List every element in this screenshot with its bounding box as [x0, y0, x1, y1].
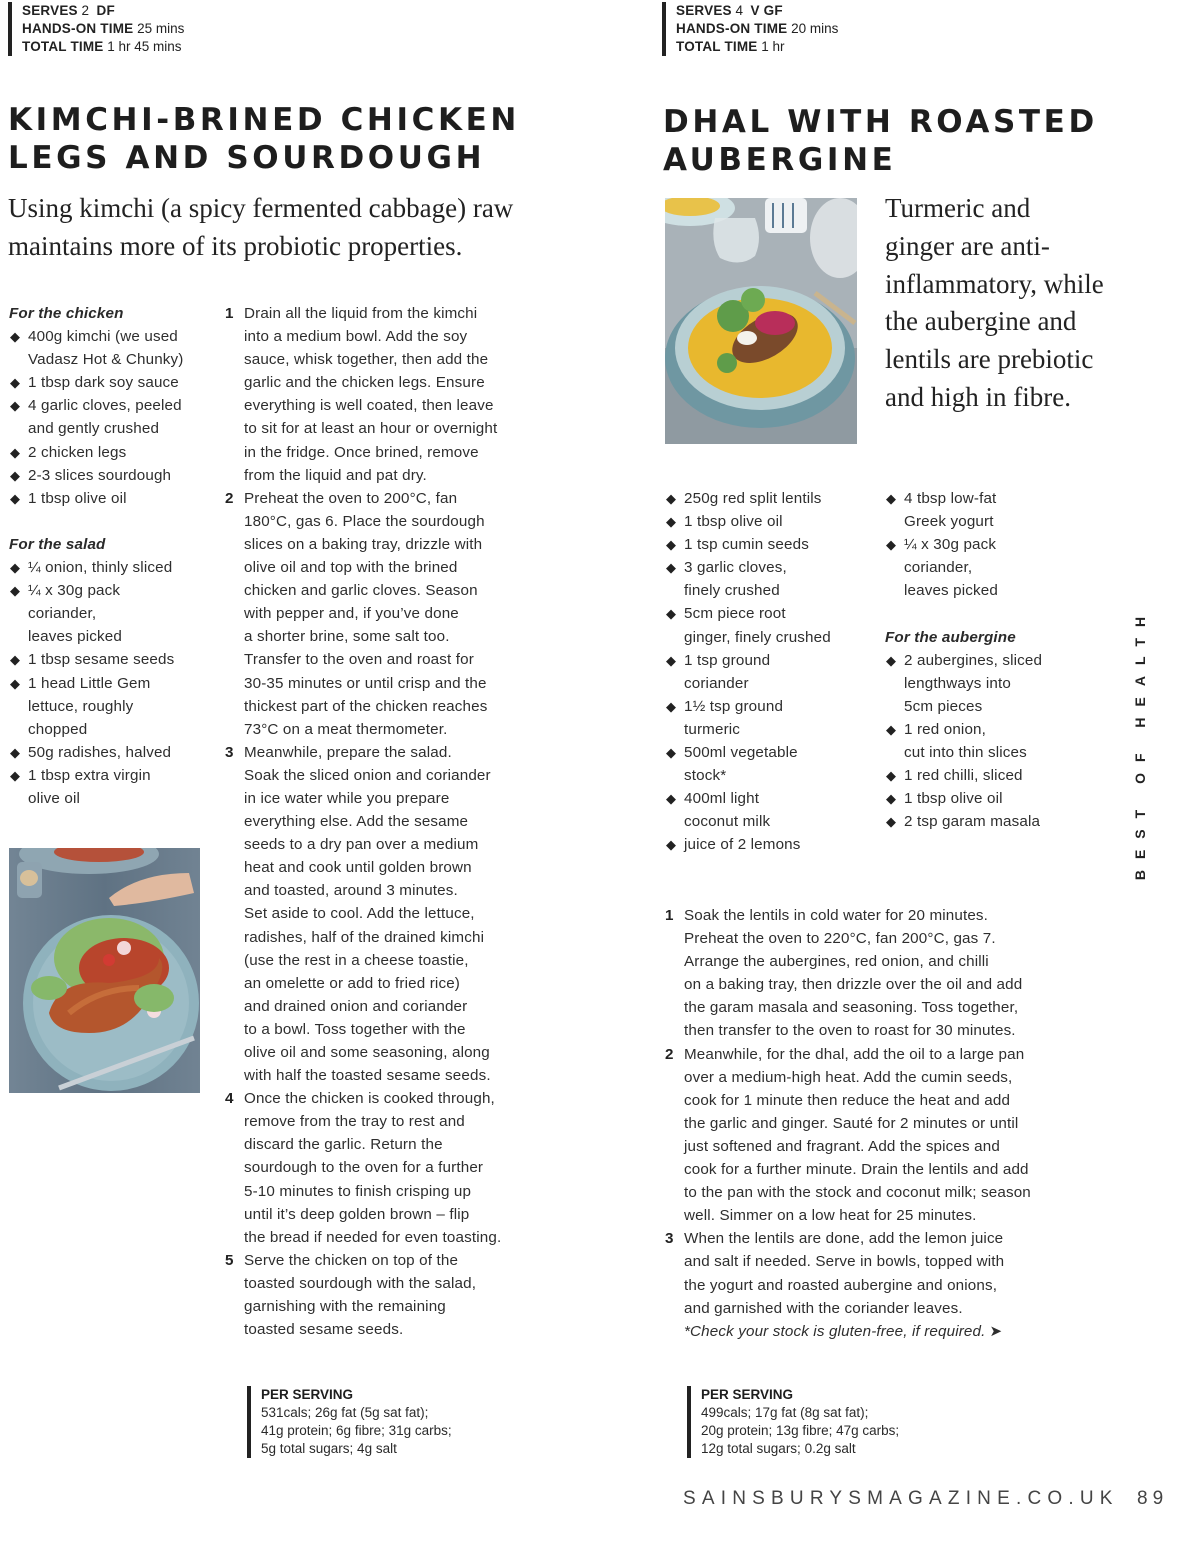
step-number: 1 [665, 907, 674, 924]
method-line: Transfer to the oven and roast for [244, 651, 474, 669]
ingredient-text: 250g red split lentils [684, 490, 822, 507]
ingredient-text: 2 chicken legs [28, 443, 127, 461]
method-line: garnishing with the remaining [244, 1298, 446, 1316]
ingredient-text: coriander [684, 674, 749, 692]
method-line: Soak the sliced onion and coriander [244, 766, 491, 784]
method-line: sauce, whisk together, then add the [244, 351, 489, 369]
method-line: until it’s deep golden brown – flip [244, 1205, 470, 1223]
ingredient-item [885, 787, 1100, 810]
ingredient-item [9, 556, 224, 579]
standfirst-kimchi [8, 190, 568, 265]
standfirst-dhal [885, 190, 1145, 417]
method-line: the bread if needed for even toasting. [244, 1228, 502, 1246]
method-line: and garnished with the coriander leaves. [684, 1299, 963, 1317]
ingredient-item [9, 579, 224, 648]
ingredient-group-heading: For the chicken [9, 305, 124, 322]
ingredient-text: Greek yogurt [904, 513, 994, 531]
ingredient-item [9, 325, 224, 371]
page-number: 89 [1137, 1488, 1169, 1509]
ingredient-text: chopped [28, 720, 88, 738]
step-number: 3 [225, 743, 234, 761]
method-line: and salt if needed. Serve in bowls, topped with [684, 1253, 1005, 1271]
method-line: with pepper and, if you’ve done [244, 605, 459, 623]
ingredients-kimchi [9, 302, 224, 810]
method-line: and drained onion and coriander [244, 997, 468, 1015]
bullet-diamond-icon: ◆ [886, 652, 897, 668]
ingredient-text: 1 red chilli, sliced [904, 767, 1023, 785]
method-line: 180°C, gas 6. Place the sourdough [244, 512, 485, 530]
recipe-title-kimchi [8, 101, 520, 177]
method-kimchi [225, 302, 545, 1341]
step-number: 2 [665, 1045, 674, 1063]
bullet-diamond-icon: ◆ [10, 652, 21, 668]
nutrition-heading: PER SERVING [701, 1387, 794, 1402]
method-line: Set aside to cool. Add the lettuce, [244, 905, 475, 923]
step-number: 2 [225, 489, 234, 507]
method-line: Arrange the aubergines, red onion, and chilli [684, 953, 989, 971]
method-line: then transfer to the oven to roast for 30 minutes. [684, 1022, 1016, 1040]
ingredient-item [665, 787, 880, 833]
standfirst-line: and high in fibre. [885, 381, 1071, 412]
bullet-diamond-icon: ◆ [10, 490, 21, 506]
ingredient-list [9, 556, 224, 810]
bullet-diamond-icon: ◆ [10, 744, 21, 760]
ingredient-item [9, 648, 224, 671]
method-line: just softened and fragrant. Add the spices and [684, 1137, 1000, 1155]
method-line: Meanwhile, prepare the salad. [244, 743, 452, 761]
method-line: Drain all the liquid from the kimchi [244, 305, 478, 322]
ingredient-text: 4 garlic cloves, peeled [28, 397, 182, 415]
title-line: LEGS AND SOURDOUGH [8, 140, 486, 176]
ingredient-item [9, 672, 224, 741]
ingredient-text: Vadasz Hot & Chunky) [28, 351, 184, 369]
method-line: Serve the chicken on top of the [244, 1251, 459, 1269]
diet-badge: V GF [750, 3, 783, 18]
bullet-diamond-icon: ◆ [10, 675, 21, 691]
ingredient-text: leaves picked [904, 582, 998, 600]
ingredient-text: 400g kimchi (we used [28, 328, 178, 346]
bullet-diamond-icon: ◆ [10, 560, 21, 576]
method-line: well. Simmer on a low heat for 25 minutes. [684, 1207, 977, 1225]
ingredient-text: 400ml light [684, 790, 760, 808]
method-line: Meanwhile, for the dhal, add the oil to a large pan [684, 1045, 1025, 1063]
method-line: everything is well coated, then leave [244, 397, 494, 415]
method-step [225, 1087, 545, 1249]
bullet-diamond-icon: ◆ [886, 721, 897, 737]
ingredient-group-heading: For the salad [9, 535, 106, 553]
ingredient-text: coriander, [904, 559, 973, 577]
method-line: in ice water while you prepare [244, 789, 450, 807]
ingredient-item [665, 487, 880, 510]
method-step [225, 487, 545, 741]
nutrition-line: 5g total sugars; 4g salt [261, 1441, 397, 1456]
title-line: DHAL WITH ROASTED [663, 104, 1098, 140]
method-line: on a baking tray, then drizzle over the oil and add [684, 976, 1023, 994]
method-line: a shorter brine, some salt too. [244, 628, 450, 646]
method-line: garlic and the chicken legs. Ensure [244, 374, 485, 392]
nutrition-line: 499cals; 17g fat (8g sat fat); [701, 1405, 869, 1420]
method-line: When the lentils are done, add the lemon juice [684, 1230, 1004, 1248]
method-line: cook for 1 minute then reduce the heat and add [684, 1091, 1011, 1109]
ingredient-text: 3 garlic cloves, [684, 559, 787, 577]
bullet-diamond-icon: ◆ [10, 398, 21, 414]
bullet-diamond-icon: ◆ [886, 537, 897, 553]
method-line: 30-35 minutes or until crisp and the [244, 674, 487, 692]
ingredient-item [9, 464, 224, 487]
ingredient-text: 2-3 slices sourdough [28, 466, 172, 484]
ingredient-item [9, 741, 224, 764]
ingredient-text: juice of 2 lemons [684, 836, 801, 854]
ingredient-item [885, 533, 1100, 602]
method-step [225, 1249, 545, 1341]
nutrition-line: 20g protein; 13g fibre; 47g carbs; [701, 1423, 900, 1438]
serves-label: SERVES [22, 3, 78, 18]
standfirst-line: lentils are prebiotic [885, 344, 1094, 375]
footer-website: SAINSBURYSMAGAZINE.CO.UK [683, 1488, 1119, 1509]
method-steps [665, 904, 1105, 1320]
method-line: chicken and garlic cloves. Season [244, 582, 478, 600]
method-line: toasted sourdough with the salad, [244, 1274, 477, 1292]
method-step [665, 1227, 1105, 1319]
footnote-text: *Check your stock is gluten-free, if required. [684, 1322, 986, 1340]
ingredients-dhal-toppings [885, 487, 1100, 833]
nutrition-line: 12g total sugars; 0.2g salt [701, 1441, 856, 1456]
ingredient-item [885, 649, 1100, 718]
nutrition-kimchi [247, 1386, 452, 1458]
method-line: Once the chicken is cooked through, [244, 1090, 495, 1108]
hands-on-value: 25 mins [137, 21, 185, 36]
bullet-diamond-icon: ◆ [10, 444, 21, 460]
footnote [665, 1320, 1105, 1343]
ingredient-item [9, 371, 224, 394]
step-number: 3 [665, 1230, 674, 1248]
recipe-meta-kimchi [8, 2, 184, 56]
method-dhal [665, 904, 1105, 1343]
ingredient-item [665, 741, 880, 787]
method-step [225, 302, 545, 487]
title-line: KIMCHI-BRINED CHICKEN [8, 102, 520, 138]
ingredient-text: turmeric [684, 720, 741, 738]
total-time-value: 1 hr 45 mins [107, 39, 182, 54]
bullet-diamond-icon: ◆ [666, 698, 677, 714]
method-line: to the pan with the stock and coconut milk; season [684, 1184, 1031, 1202]
method-line: seeds to a dry pan over a medium [244, 836, 479, 854]
ingredient-text: ¼ x 30g pack [904, 536, 997, 554]
method-line: thickest part of the chicken reaches [244, 697, 488, 715]
step-number: 4 [225, 1090, 234, 1108]
ingredient-group-heading: For the aubergine [885, 628, 1016, 646]
nutrition-heading: PER SERVING [261, 1387, 354, 1402]
method-line: heat and cook until golden brown [244, 859, 472, 877]
ingredient-item [665, 649, 880, 695]
method-line: olive oil and top with the brined [244, 559, 458, 577]
method-line: olive oil and some seasoning, along [244, 1044, 490, 1061]
method-line: 5-10 minutes to finish crisping up [244, 1182, 472, 1200]
bullet-diamond-icon: ◆ [666, 514, 677, 530]
ingredient-text: 1 tbsp olive oil [28, 489, 127, 507]
method-line: discard the garlic. Return the [244, 1136, 443, 1154]
bullet-diamond-icon: ◆ [10, 583, 21, 599]
ingredient-text: 1½ tsp ground [684, 697, 784, 715]
bullet-diamond-icon: ◆ [886, 491, 897, 506]
diet-badge: DF [96, 3, 115, 18]
bullet-diamond-icon: ◆ [666, 560, 677, 576]
method-line: everything else. Add the sesame [244, 813, 469, 831]
ingredient-text: 5cm pieces [904, 697, 983, 715]
ingredient-text: 1 tsp cumin seeds [684, 536, 809, 554]
bullet-diamond-icon: ◆ [10, 375, 21, 391]
method-line: and toasted, around 3 minutes. [244, 882, 458, 900]
ingredient-item [9, 764, 224, 810]
method-line: the garam masala and seasoning. Toss together, [684, 999, 1019, 1017]
method-steps [225, 302, 545, 1341]
method-line: an omelette or add to fried rice) [244, 974, 460, 992]
nutrition-line: 41g protein; 6g fibre; 31g carbs; [261, 1423, 452, 1438]
ingredient-text: 1 head Little Gem [28, 674, 151, 692]
ingredient-text: 1 tbsp dark soy sauce [28, 374, 179, 392]
method-line: the garlic and ginger. Sauté for 2 minutes or until [684, 1114, 1019, 1132]
ingredient-text: coriander, [28, 605, 97, 623]
ingredient-item [665, 833, 880, 856]
ingredient-text: 1 tsp ground [684, 651, 771, 669]
ingredient-item [885, 718, 1100, 764]
ingredient-text: leaves picked [28, 628, 122, 646]
ingredient-text: 50g radishes, halved [28, 743, 172, 761]
ingredient-item [665, 533, 880, 556]
chicken-plate-image [9, 848, 200, 1093]
bullet-diamond-icon: ◆ [10, 467, 21, 483]
serves-value: 2 [81, 3, 90, 18]
hands-on-label: HANDS-ON TIME [22, 21, 134, 36]
bullet-diamond-icon: ◆ [666, 652, 677, 668]
ingredient-text: stock* [684, 767, 727, 785]
ingredient-text: and gently crushed [28, 420, 160, 438]
method-line: Soak the lentils in cold water for 20 minutes. [684, 907, 989, 924]
hands-on-value: 20 mins [791, 21, 839, 36]
method-line: cook for a further minute. Drain the lentils and add [684, 1161, 1029, 1179]
method-line: in the fridge. Once brined, remove [244, 443, 479, 461]
standfirst-line: inflammatory, while [885, 268, 1104, 299]
method-step [225, 741, 545, 1087]
ingredient-text: coconut milk [684, 813, 771, 831]
dhal-bowl-image [665, 198, 857, 444]
section-label-vertical [1128, 605, 1152, 880]
nutrition-dhal [687, 1386, 899, 1458]
method-line: toasted sesame seeds. [244, 1321, 404, 1339]
ingredient-list [885, 649, 1100, 834]
method-line: Preheat the oven to 220°C, fan 200°C, gas 7. [684, 930, 996, 948]
ingredient-text: ¼ onion, thinly sliced [28, 559, 173, 577]
bullet-diamond-icon: ◆ [10, 767, 21, 783]
method-line: radishes, half of the drained kimchi [244, 928, 485, 946]
bullet-diamond-icon: ◆ [666, 606, 677, 622]
standfirst-line: ginger are anti- [885, 230, 1050, 261]
ingredient-text: ginger, finely crushed [684, 628, 831, 646]
method-line: to sit for at least an hour or overnight [244, 420, 498, 438]
total-time-value: 1 hr [761, 39, 785, 54]
standfirst-line: Using kimchi (a spicy fermented cabbage) raw [8, 193, 514, 223]
total-time-label: TOTAL TIME [22, 39, 104, 54]
ingredient-list [9, 325, 224, 510]
standfirst-line: maintains more of its probiotic properties. [8, 230, 463, 261]
bullet-diamond-icon: ◆ [886, 768, 897, 784]
ingredient-text: finely crushed [684, 582, 780, 600]
ingredient-list [665, 487, 880, 857]
method-line: the yogurt and roasted aubergine and onions, [684, 1276, 998, 1294]
ingredient-text: 1 red onion, [904, 720, 987, 738]
ingredient-item [9, 394, 224, 440]
ingredient-item [9, 487, 224, 510]
method-line: into a medium bowl. Add the soy [244, 328, 468, 346]
ingredient-item [885, 810, 1100, 833]
photo-kimchi-chicken [9, 848, 200, 1093]
method-line: Preheat the oven to 200°C, fan [244, 489, 458, 507]
ingredient-text: 1 tbsp extra virgin [28, 766, 151, 784]
recipe-title-dhal [663, 103, 1098, 179]
serves-label: SERVES [676, 3, 732, 18]
bullet-diamond-icon: ◆ [666, 837, 677, 853]
serves-value: 4 [735, 3, 744, 18]
ingredient-text: olive oil [28, 789, 80, 807]
ingredient-item [885, 487, 1100, 533]
ingredient-text: lettuce, roughly [28, 697, 134, 715]
method-line: over a medium-high heat. Add the cumin seeds, [684, 1068, 1013, 1086]
photo-dhal [665, 198, 857, 444]
bullet-diamond-icon: ◆ [666, 791, 677, 807]
method-line: sourdough to the oven for a further [244, 1159, 484, 1177]
continue-arrow-icon: ➤ [989, 1322, 1003, 1340]
recipe-meta-dhal [662, 2, 838, 56]
ingredient-text: 5cm piece root [684, 605, 786, 623]
step-number: 1 [225, 305, 234, 322]
method-line: with half the toasted sesame seeds. [244, 1067, 491, 1085]
step-number: 5 [225, 1251, 234, 1269]
hands-on-label: HANDS-ON TIME [676, 21, 788, 36]
method-line: to a bowl. Toss together with the [244, 1020, 466, 1038]
ingredient-text: 4 tbsp low-fat [904, 490, 997, 507]
ingredient-item [665, 510, 880, 533]
ingredient-item [9, 441, 224, 464]
title-line: AUBERGINE [663, 142, 897, 178]
standfirst-line: Turmeric and [885, 193, 1031, 223]
ingredient-item [665, 556, 880, 602]
bullet-diamond-icon: ◆ [10, 329, 21, 345]
ingredient-text: 2 tsp garam masala [904, 813, 1041, 831]
ingredient-text: lengthways into [904, 674, 1011, 692]
ingredient-list [885, 487, 1100, 602]
ingredient-text: 1 tbsp sesame seeds [28, 651, 175, 669]
method-step [665, 904, 1105, 1043]
ingredient-text: 500ml vegetable [684, 744, 798, 762]
method-line: slices on a baking tray, drizzle with [244, 535, 483, 553]
ingredient-text: 1 tbsp olive oil [904, 790, 1003, 808]
method-step [665, 1043, 1105, 1228]
bullet-diamond-icon: ◆ [666, 745, 677, 761]
bullet-diamond-icon: ◆ [886, 791, 897, 807]
total-time-label: TOTAL TIME [676, 39, 758, 54]
ingredient-text: ¼ x 30g pack [28, 582, 121, 600]
standfirst-line: the aubergine and [885, 306, 1077, 337]
bullet-diamond-icon: ◆ [886, 814, 897, 830]
ingredient-item [885, 764, 1100, 787]
method-line: (use the rest in a cheese toastie, [244, 951, 469, 969]
nutrition-line: 531cals; 26g fat (5g sat fat); [261, 1405, 429, 1420]
ingredient-item [665, 602, 880, 648]
ingredients-dhal-main [665, 487, 880, 857]
method-line: from the liquid and pat dry. [244, 466, 427, 484]
ingredient-text: 1 tbsp olive oil [684, 513, 783, 531]
method-line: remove from the tray to rest and [244, 1113, 465, 1131]
bullet-diamond-icon: ◆ [666, 491, 677, 506]
ingredient-text: cut into thin slices [904, 744, 1027, 762]
bullet-diamond-icon: ◆ [666, 537, 677, 553]
method-line: 73°C on a meat thermometer. [244, 720, 448, 738]
section-label-text: BEST OF HEALTH [1132, 605, 1148, 880]
ingredient-text: 2 aubergines, sliced [904, 651, 1043, 669]
ingredient-item [665, 695, 880, 741]
